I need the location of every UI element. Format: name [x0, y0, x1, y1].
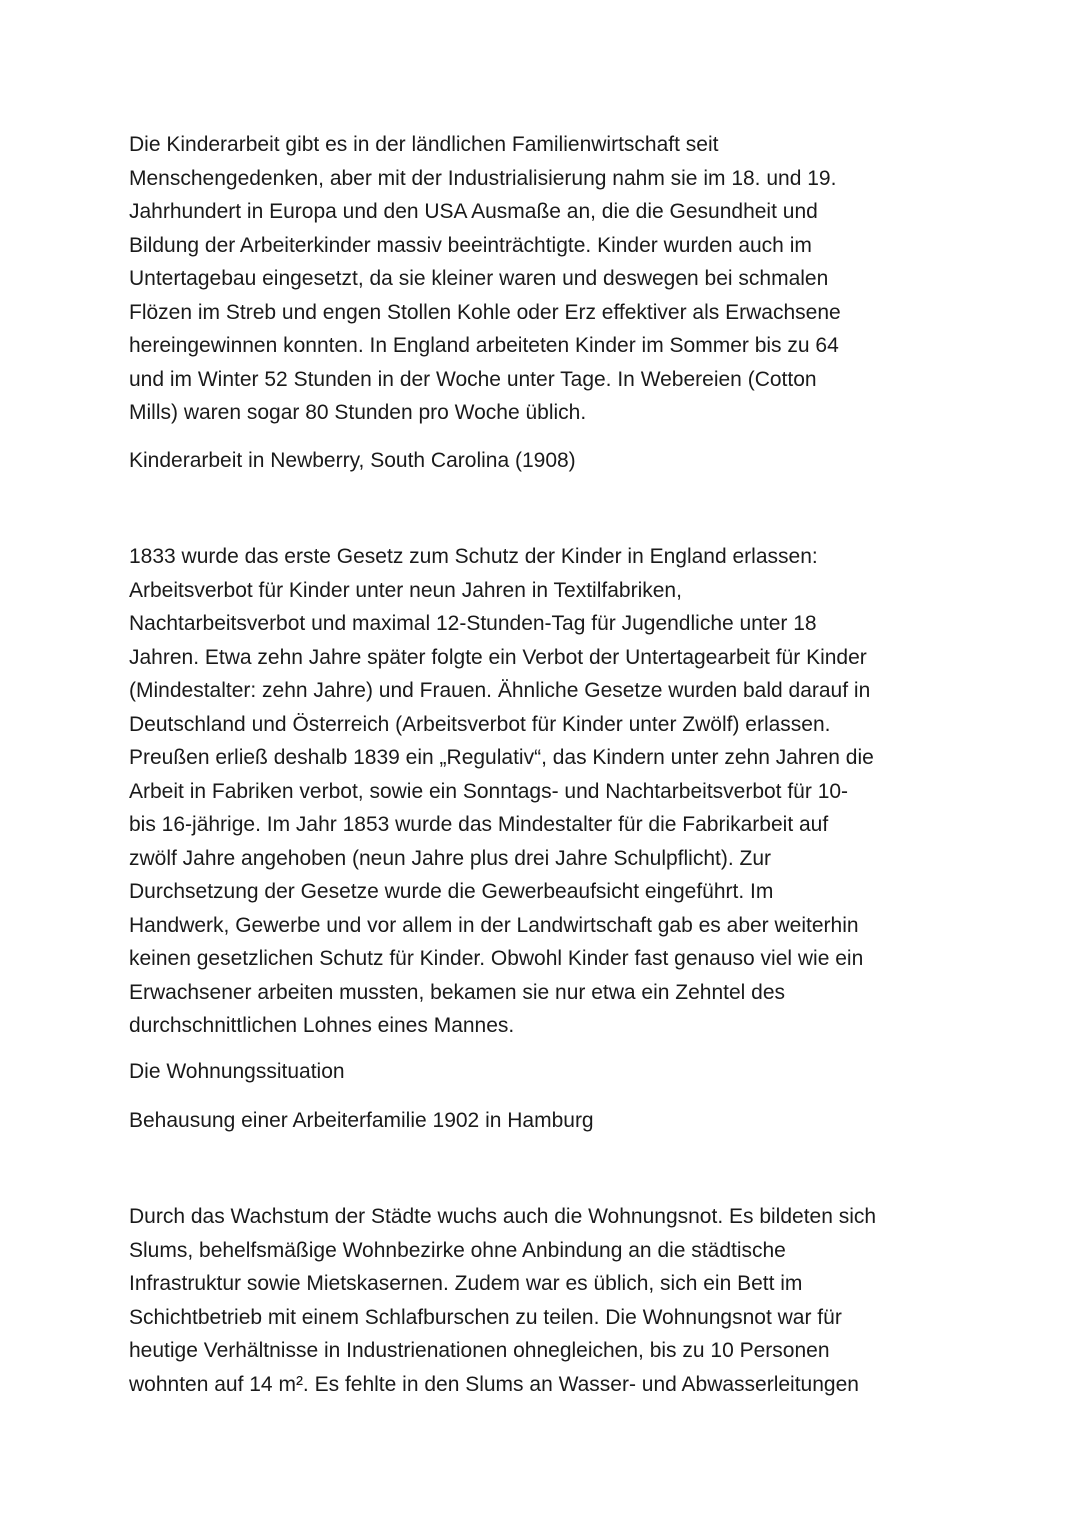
text-line: Arbeit in Fabriken verbot, sowie ein Sonntags- und Nachtarbeitsverbot für 10- — [129, 779, 849, 803]
text-line: 1833 wurde das erste Gesetz zum Schutz der Kinder in England erlassen: — [129, 545, 818, 568]
text-line: heutige Verhältnisse in Industrienationen ohnegleichen, bis zu 10 Personen — [129, 1339, 830, 1362]
text-line: Erwachsener arbeiten mussten, bekamen sie nur etwa ein Zehntel des — [129, 980, 786, 1004]
text-line: Flözen im Streb und engen Stollen Kohle oder Erz effektiver als Erwachsene — [129, 300, 841, 324]
text-line: Schichtbetrieb mit einem Schlafburschen zu teilen. Die Wohnungsnot war für — [129, 1305, 842, 1329]
caption-text: Behausung einer Arbeiterfamilie 1902 in Hamburg — [129, 1109, 594, 1132]
text-line: zwölf Jahre angehoben (neun Jahre plus drei Jahre Schulpflicht). Zur — [129, 846, 772, 870]
paragraph-housing-shortage — [129, 1200, 959, 1401]
text-line: Jahren. Etwa zehn Jahre später folgte ein Verbot der Untertagearbeit für Kinder — [129, 645, 867, 669]
paragraph-child-labor — [129, 128, 959, 430]
text-line: und im Winter 52 Stunden in der Woche unter Tage. In Webereien (Cotton — [129, 367, 817, 391]
paragraph-child-protection-laws — [129, 540, 959, 1043]
text-line: Infrastruktur sowie Mietskasernen. Zudem war es üblich, sich ein Bett im — [129, 1272, 803, 1295]
text-line: wohnten auf 14 m². Es fehlte in den Slums an Wasser- und Abwasserleitungen — [129, 1372, 859, 1396]
image-caption-newberry — [129, 444, 959, 478]
section-heading-housing — [129, 1055, 959, 1089]
text-line: Slums, behelfsmäßige Wohnbezirke ohne Anbindung an die städtische — [129, 1238, 786, 1262]
text-line: (Mindestalter: zehn Jahre) und Frauen. Ähnliche Gesetze wurden bald darauf in — [129, 679, 871, 702]
text-line: Durchsetzung der Gesetze wurde die Gewerbeaufsicht eingeführt. Im — [129, 880, 774, 903]
text-line: Die Kinderarbeit gibt es in der ländlichen Familienwirtschaft seit — [129, 133, 719, 156]
heading-text: Die Wohnungssituation — [129, 1060, 345, 1083]
text-line: durchschnittlichen Lohnes eines Mannes. — [129, 1014, 515, 1037]
text-line: Preußen erließ deshalb 1839 ein „Regulativ“, das Kindern unter zehn Jahren die — [129, 746, 874, 769]
text-line: Jahrhundert in Europa und den USA Ausmaße an, die die Gesundheit und — [129, 200, 818, 223]
text-line: bis 16-jährige. Im Jahr 1853 wurde das Mindestalter für die Fabrikarbeit auf — [129, 813, 829, 836]
caption-text: Kinderarbeit in Newberry, South Carolina (1908) — [129, 449, 576, 472]
text-line: Menschengedenken, aber mit der Industrialisierung nahm sie im 18. und 19. — [129, 166, 837, 190]
text-line: Mills) waren sogar 80 Stunden pro Woche üblich. — [129, 401, 587, 424]
image-caption-hamburg — [129, 1104, 959, 1138]
text-line: Bildung der Arbeiterkinder massiv beeinträchtigte. Kinder wurden auch im — [129, 233, 812, 257]
text-line: Untertagebau eingesetzt, da sie kleiner waren und deswegen bei schmalen — [129, 267, 829, 290]
text-line: Arbeitsverbot für Kinder unter neun Jahren in Textilfabriken, — [129, 578, 682, 602]
text-line: keinen gesetzlichen Schutz für Kinder. Obwohl Kinder fast genauso viel wie ein — [129, 947, 864, 970]
text-line: Deutschland und Österreich (Arbeitsverbot für Kinder unter Zwölf) erlassen. — [129, 712, 831, 736]
text-line: Nachtarbeitsverbot und maximal 12-Stunden-Tag für Jugendliche unter 18 — [129, 612, 817, 635]
text-line: Durch das Wachstum der Städte wuchs auch die Wohnungsnot. Es bildeten sich — [129, 1205, 877, 1228]
text-line: hereingewinnen konnten. In England arbeiteten Kinder im Sommer bis zu 64 — [129, 334, 839, 357]
text-line: Handwerk, Gewerbe und vor allem in der Landwirtschaft gab es aber weiterhin — [129, 913, 859, 937]
